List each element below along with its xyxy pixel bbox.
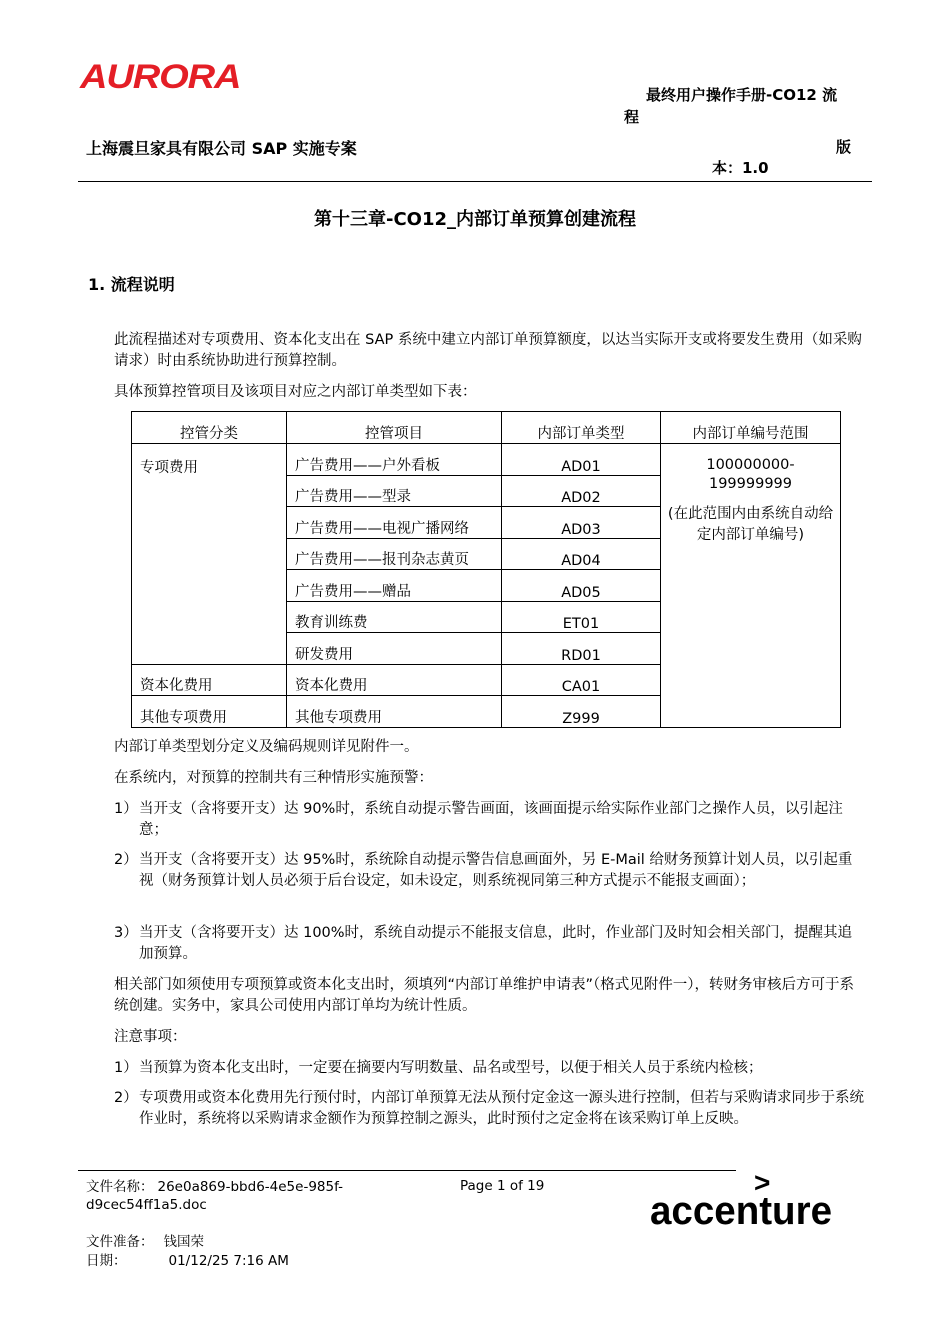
accenture-wordmark: accenture bbox=[650, 1189, 832, 1233]
item-cell: 广告费用——电视广播网络 bbox=[287, 507, 502, 539]
warning-item-2 bbox=[114, 850, 864, 892]
type-cell: AD01 bbox=[502, 444, 661, 476]
type-cell: CA01 bbox=[502, 664, 661, 696]
accenture-logo bbox=[650, 1168, 840, 1234]
doc-title bbox=[624, 84, 852, 128]
footer-prepared-by bbox=[86, 1233, 204, 1251]
list-number: 3） bbox=[114, 925, 138, 941]
notes-title: 注意事项： bbox=[114, 1029, 187, 1045]
doc-title-line2: 程 bbox=[624, 108, 640, 126]
page-number: Page 1 of 19 bbox=[460, 1178, 545, 1194]
list-number: 2） bbox=[114, 1090, 138, 1106]
version-label-2: 本：1.0 bbox=[712, 159, 769, 177]
aurora-logo: AURORA bbox=[80, 58, 241, 96]
list-number: 1） bbox=[114, 801, 138, 817]
type-cell: Z999 bbox=[502, 696, 661, 728]
table-row bbox=[132, 444, 841, 476]
header-order-type: 内部订单类型 bbox=[502, 412, 661, 444]
item-cell: 研发费用 bbox=[287, 633, 502, 665]
warning-item-1 bbox=[114, 799, 864, 841]
attachment-paragraph: 内部订单类型划分定义及编码规则详见附件一。 bbox=[114, 739, 419, 755]
warning-item-3 bbox=[114, 923, 864, 965]
type-cell: AD04 bbox=[502, 538, 661, 570]
footer-date bbox=[86, 1252, 289, 1270]
file-name-value-1: 26e0a869-bbd6-4e5e-985f- bbox=[157, 1179, 343, 1195]
prepared-label: 文件准备： bbox=[86, 1234, 154, 1250]
category-capital: 资本化费用 bbox=[132, 664, 287, 696]
table-intro-paragraph: 具体预算控管项目及该项目对应之内部订单类型如下表： bbox=[114, 384, 477, 400]
intro-paragraph: 此流程描述对专项费用、资本化支出在 SAP 系统中建立内部订单预算额度，以达当实际开支或将要发生费用（如采购请求）时由系统协助进行预算控制。 bbox=[114, 332, 862, 369]
project-title: 上海震旦家具有限公司 SAP 实施专案 bbox=[86, 139, 357, 158]
section-title: 1. 流程说明 bbox=[88, 275, 175, 294]
type-cell: AD05 bbox=[502, 570, 661, 602]
item-cell: 广告费用——赠品 bbox=[287, 570, 502, 602]
number-range-cell bbox=[661, 444, 841, 728]
date-label: 日期： bbox=[86, 1253, 127, 1269]
footer-file-name bbox=[86, 1178, 343, 1214]
type-cell: AD02 bbox=[502, 475, 661, 507]
header-number-range: 内部订单编号范围 bbox=[661, 412, 841, 444]
type-cell: AD03 bbox=[502, 507, 661, 539]
list-text: 当开支（含将要开支）达 90%时，系统自动提示警告画面，该画面提示给实际作业部门之操作人员，以引起注意； bbox=[139, 801, 843, 838]
related-departments-paragraph: 相关部门如须使用专项预算或资本化支出时，须填列“内部订单维护申请表”（格式见附件一），转财务审核后方可于系统创建。实务中，家具公司使用内部订单均为统计性质。 bbox=[114, 977, 855, 1014]
range-note: (在此范围内由系统自动给定内部订单编号) bbox=[667, 506, 834, 543]
warning-intro-paragraph: 在系统内，对预算的控制共有三种情形实施预警： bbox=[114, 770, 433, 786]
file-name-value-2: d9cec54ff1a5.doc bbox=[86, 1197, 207, 1213]
list-text: 当预算为资本化支出时，一定要在摘要内写明数量、品名或型号，以便于相关人员于系统内检核； bbox=[139, 1060, 763, 1076]
list-number: 2） bbox=[114, 852, 138, 868]
budget-control-table bbox=[131, 411, 841, 728]
list-text: 专项费用或资本化费用先行预付时，内部订单预算无法从预付定金这一源头进行控制，但若与采购请求同步于系统作业时，系统将以采购请求金额作为预算控制之源头，此时预付之定金将在该采购订单上反映。 bbox=[139, 1090, 864, 1127]
type-cell: ET01 bbox=[502, 601, 661, 633]
footer-divider bbox=[78, 1170, 736, 1171]
item-cell: 广告费用——型录 bbox=[287, 475, 502, 507]
note-item-2 bbox=[114, 1088, 864, 1130]
date-value: 01/12/25 7:16 AM bbox=[168, 1253, 289, 1269]
prepared-value: 钱国荣 bbox=[163, 1234, 204, 1250]
list-number: 1） bbox=[114, 1060, 138, 1076]
list-text: 当开支（含将要开支）达 95%时，系统除自动提示警告信息画面外，另 E-Mail 给财务预算计划人员，以引起重视（财务预算计划人员必须于后台设定，如未设定，则系统视同第三种方式提示不能报支画面）； bbox=[139, 852, 853, 889]
table-header-row bbox=[132, 412, 841, 444]
file-name-label: 文件名称： bbox=[86, 1179, 154, 1195]
note-item-1 bbox=[114, 1058, 864, 1079]
version-label-1: 版 bbox=[836, 138, 852, 156]
item-cell: 其他专项费用 bbox=[287, 696, 502, 728]
header-item: 控管项目 bbox=[287, 412, 502, 444]
list-text: 当开支（含将要开支）达 100%时，系统自动提示不能报支信息，此时，作业部门及时知会相关部门，提醒其追加预算。 bbox=[139, 925, 853, 962]
chapter-title: 第十三章-CO12_内部订单预算创建流程 bbox=[313, 209, 637, 230]
header-category: 控管分类 bbox=[132, 412, 287, 444]
doc-title-line1: 最终用户操作手册-CO12 流 bbox=[646, 86, 838, 104]
item-cell: 广告费用——报刊杂志黄页 bbox=[287, 538, 502, 570]
header-divider bbox=[78, 181, 872, 182]
type-cell: RD01 bbox=[502, 633, 661, 665]
range-line-2: 199999999 bbox=[708, 476, 793, 492]
accenture-mark: > bbox=[754, 1168, 771, 1198]
category-other: 其他专项费用 bbox=[132, 696, 287, 728]
category-special: 专项费用 bbox=[132, 444, 287, 665]
item-cell: 广告费用——户外看板 bbox=[287, 444, 502, 476]
range-line-1: 100000000- bbox=[706, 457, 795, 473]
item-cell: 教育训练费 bbox=[287, 601, 502, 633]
item-cell: 资本化费用 bbox=[287, 664, 502, 696]
